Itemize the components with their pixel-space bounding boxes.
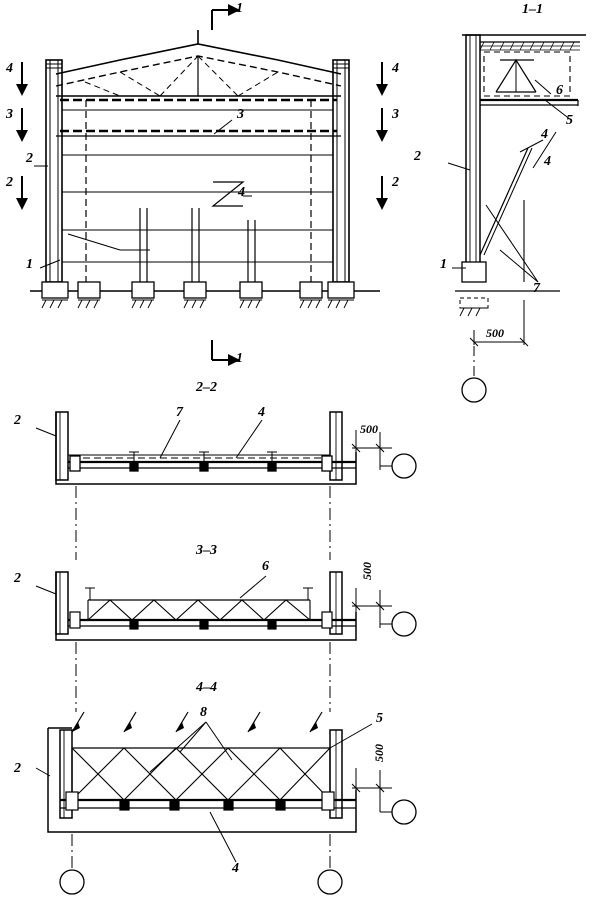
section-mark-4-right: 4: [392, 61, 399, 76]
callout-sec22-4: 4: [258, 405, 265, 420]
dimension-500-sec11: 500: [486, 326, 504, 340]
section-mark-1-bottom: 1: [236, 351, 243, 366]
callout-frame-3: 3: [237, 107, 244, 122]
callout-sec11-6: 6: [556, 83, 563, 98]
callout-sec33-6: 6: [262, 559, 269, 574]
callout-frame-1: 1: [26, 257, 33, 272]
callout-sec44-8: 8: [200, 705, 207, 720]
callout-frame-2: 2: [26, 151, 33, 166]
callout-sec11-7: 7: [533, 281, 540, 296]
section-mark-3-right: 3: [392, 107, 399, 122]
callout-sec44-2: 2: [14, 761, 21, 776]
dimension-500-sec44: 500: [372, 744, 386, 762]
callout-sec22-2: 2: [14, 413, 21, 428]
dimension-500-sec33: 500: [360, 562, 374, 580]
section-mark-2-left: 2: [6, 175, 13, 190]
callout-sec11-4b: 4: [544, 154, 551, 169]
callout-sec11-5: 5: [566, 113, 573, 128]
section-mark-1-top: 1: [236, 1, 243, 16]
callout-sec11-2: 2: [414, 149, 421, 164]
title-section-3-3: 3–3: [196, 543, 217, 558]
section-mark-3-left: 3: [6, 107, 13, 122]
section-mark-4-left: 4: [6, 61, 13, 76]
callout-frame-4: 4: [238, 185, 245, 200]
title-section-2-2: 2–2: [196, 380, 217, 395]
title-section-4-4: 4–4: [196, 680, 217, 695]
title-section-1-1: 1–1: [522, 2, 543, 17]
callout-sec22-7: 7: [176, 405, 183, 420]
callout-sec11-1: 1: [440, 257, 447, 272]
callout-sec11-4a: 4: [541, 127, 548, 142]
callout-sec44-5: 5: [376, 711, 383, 726]
dimension-500-sec22: 500: [360, 422, 378, 436]
callout-sec33-2: 2: [14, 571, 21, 586]
section-mark-2-right: 2: [392, 175, 399, 190]
callout-sec44-4: 4: [232, 861, 239, 876]
